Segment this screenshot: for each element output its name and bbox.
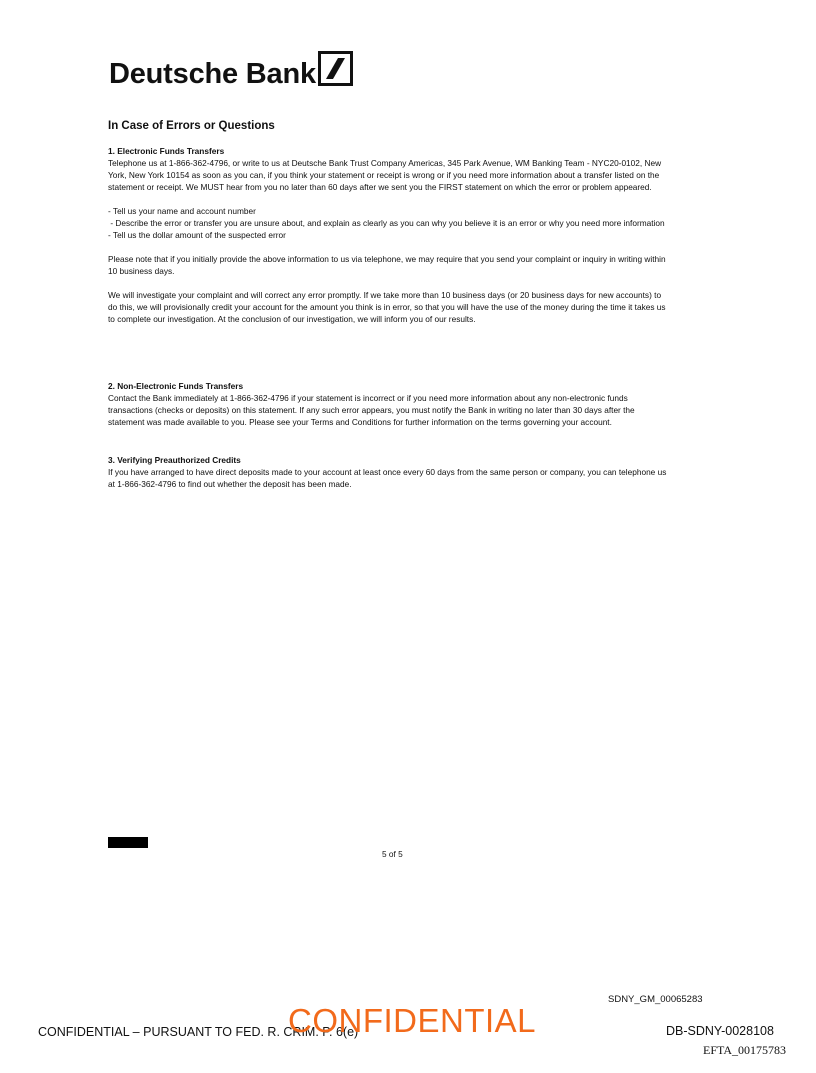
list-item: - Describe the error or transfer you are unsure about, and explain as clearly as you can why you believe it is an error or why you need more information [108,218,665,228]
page-number: 5 of 5 [382,849,403,859]
confidential-watermark: CONFIDENTIAL [288,1002,537,1039]
paragraph: If you have arranged to have direct deposits made to your account at least once every 60 days from the same person or company, you can telephone us at 1-866-362-4796 to find out whether the deposit has been made. [108,467,667,489]
bates-number-right: DB-SDNY-0028108 [666,1024,774,1038]
section-title: 2. Non-Electronic Funds Transfers [108,381,244,391]
confidential-footer: CONFIDENTIAL – PURSUANT TO FED. R. CRIM. P. 6(e) [38,1025,359,1039]
redaction-block [108,837,148,848]
list-item: - Tell us your name and account number [108,206,256,216]
bates-number-top: SDNY_GM_00065283 [608,994,703,1005]
paragraph: Please note that if you initially provide the above information to us via telephone, we may require that you send your complaint or inquiry in writing within 10 business days. [108,254,666,276]
section-title: 3. Verifying Preauthorized Credits [108,455,241,465]
section-title: 1. Electronic Funds Transfers [108,146,225,156]
paragraph: Telephone us at 1-866-362-4796, or write to us at Deutsche Bank Trust Company Americas, 345 Park Avenue, WM Banking Team - NYC20-0102, New York, New York 10154 as soon as you can, if you think your statement or receipt is wrong or if you need more information about a transfer listed on the statement or receipt. We MUST hear from you no later than 60 days after we sent you the FIRST statement on which the error or problem appeared. [108,158,662,192]
page-heading: In Case of Errors or Questions [108,120,275,132]
section-preauthorized-credits [108,454,668,490]
bank-logo-text: Deutsche Bank [109,58,316,90]
paragraph: Contact the Bank immediately at 1-866-362-4796 if your statement is incorrect or if you need more information about any non-electronic funds transactions (checks or deposits) on this statement. If any such error appears, you must notify the Bank in writing no later than 30 days after the statement was made available to you. Please see your Terms and Conditions for further information on the terms governing your account. [108,393,635,427]
list-item: - Tell us the dollar amount of the suspected error [108,230,286,240]
bank-logo-icon [318,51,353,86]
paragraph: We will investigate your complaint and will correct any error promptly. If we take more than 10 business days (or 20 business days for new accounts) to do this, we will provisionally credit your account for the amount you think is in error, so that you will have the use of the money during the time it takes us to complete our investigation. At the conclusion of our investigation, we will inform you of our results. [108,290,666,324]
section-electronic-funds [108,145,668,325]
section-non-electronic-funds [108,380,668,428]
efta-number: EFTA_00175783 [703,1043,787,1057]
